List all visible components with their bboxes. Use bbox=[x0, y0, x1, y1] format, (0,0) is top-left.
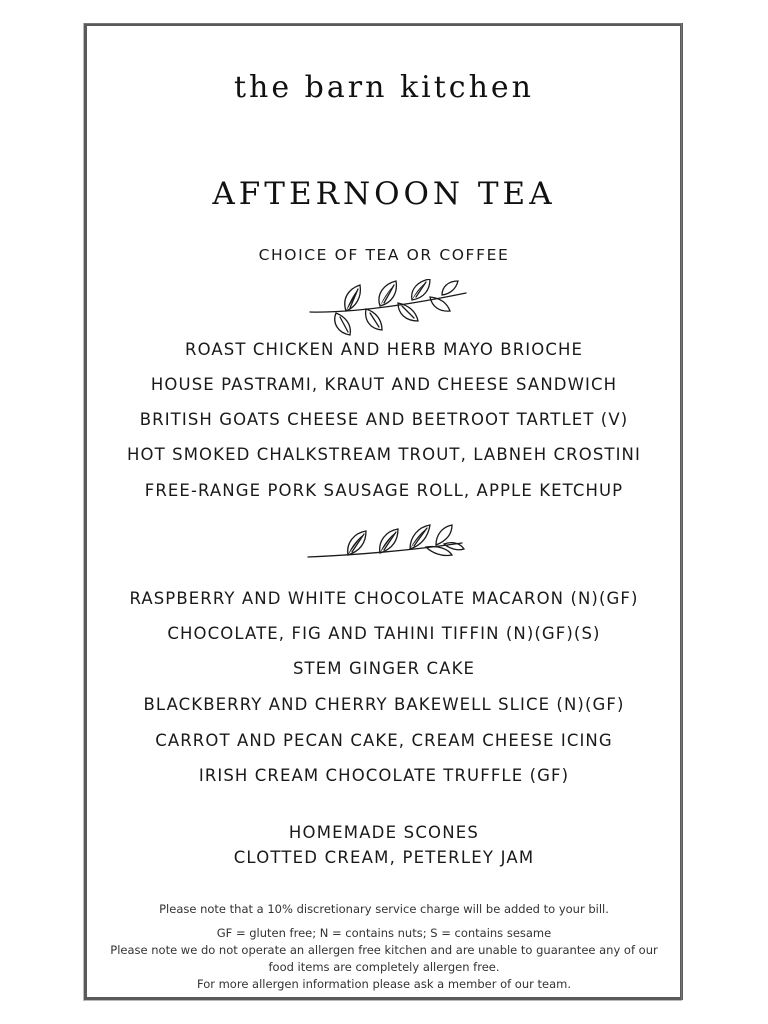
restaurant-name: the barn kitchen bbox=[234, 70, 534, 105]
menu-item: FREE-RANGE PORK SAUSAGE ROLL, APPLE KETCHUP bbox=[144, 481, 624, 500]
menu-item: ROAST CHICKEN AND HERB MAYO BRIOCHE bbox=[185, 340, 583, 359]
service-charge-note: Please note that a 10% discretionary service charge will be added to your bill. bbox=[159, 902, 609, 916]
menu-item: STEM GINGER CAKE bbox=[292, 659, 476, 678]
menu-item: HOUSE PASTRAMI, KRAUT AND CHEESE SANDWICH bbox=[150, 375, 618, 394]
menu-title: AFTERNOON TEA bbox=[212, 176, 556, 212]
menu-item: CHOCOLATE, FIG AND TAHINI TIFFIN (N)(GF)(S) bbox=[167, 624, 601, 643]
allergen-note-line: For more allergen information please ask a member of our team. bbox=[196, 977, 572, 991]
menu-item: BLACKBERRY AND CHERRY BAKEWELL SLICE (N)(GF) bbox=[143, 695, 625, 714]
scones-accompaniments: CLOTTED CREAM, PETERLEY JAM bbox=[233, 848, 535, 867]
menu-item: IRISH CREAM CHOCOLATE TRUFFLE (GF) bbox=[198, 766, 570, 785]
menu-subtitle: CHOICE OF TEA OR COFFEE bbox=[258, 246, 510, 264]
leaf-sprig-icon bbox=[306, 521, 466, 569]
allergen-note-line: food items are completely allergen free. bbox=[268, 960, 500, 974]
menu-item: BRITISH GOATS CHEESE AND BEETROOT TARTLET (V) bbox=[139, 410, 629, 429]
menu-item: CARROT AND PECAN CAKE, CREAM CHEESE ICING bbox=[155, 731, 613, 750]
leaf-sprig-icon bbox=[308, 279, 470, 337]
allergen-note-line: Please note we do not operate an allergen free kitchen and are unable to guarantee any of our bbox=[110, 943, 658, 957]
menu-item: RASPBERRY AND WHITE CHOCOLATE MACARON (N)(GF) bbox=[129, 589, 639, 608]
scones-title: HOMEMADE SCONES bbox=[288, 823, 480, 842]
allergen-key: GF = gluten free; N = contains nuts; S = contains sesame bbox=[216, 926, 552, 940]
menu-item: HOT SMOKED CHALKSTREAM TROUT, LABNEH CROSTINI bbox=[127, 445, 641, 464]
